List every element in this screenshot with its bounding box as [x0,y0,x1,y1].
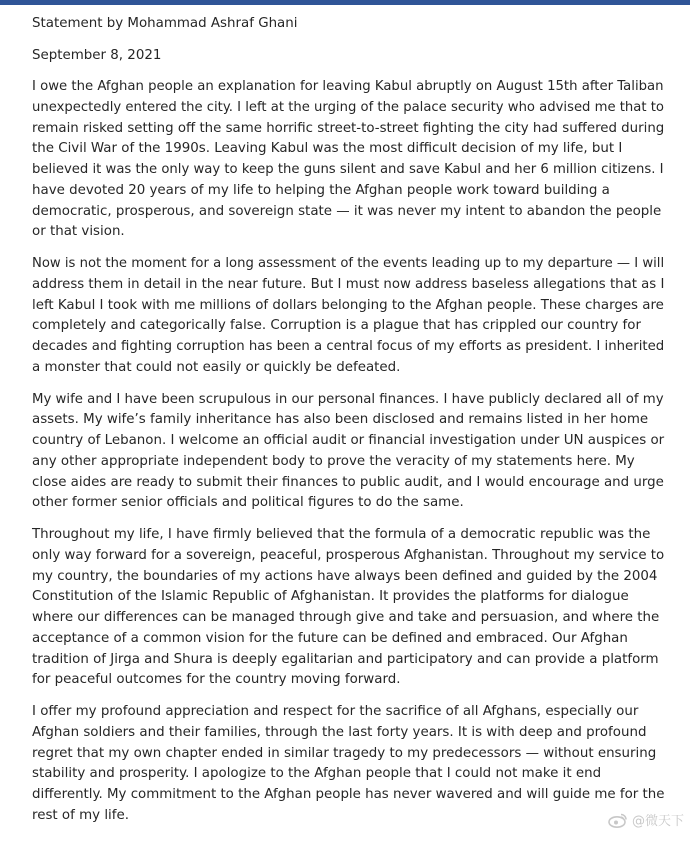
paragraph-line: left Kabul I took with me millions of dollars belonging to the Afghan people. These charges are [32,297,664,313]
paragraph [32,77,664,243]
top-border-bar [0,0,690,5]
paragraph-line: stability and prosperity. I apologize to the Afghan people that I could not make it end [32,766,602,782]
paragraph-line: tradition of Jirga and Shura is deeply egalitarian and participatory and can provide a platform [32,651,659,667]
paragraph-line: my country, the boundaries of my actions have always been defined and guided by the 2004 [32,568,658,584]
paragraph-line: completely and categorically false. Corruption is a plague that has crippled our country for [32,318,641,334]
paragraph-line: remain risked setting off the same horrific street-to-street fighting the city had suffered during [32,120,665,136]
paragraph-line: for peaceful outcomes for the country moving forward. [32,672,401,688]
paragraph-line: I owe the Afghan people an explanation for leaving Kabul abruptly on August 15th after Taliban [32,79,664,94]
paragraph-line: regret that my own chapter ended in similar tragedy to my predecessors — without ensuring [32,745,657,761]
paragraph-line: close aides are ready to submit their finances to public audit, and I would encourage and urge [32,474,664,490]
paragraph-line: unexpectedly entered the city. I left at the urging of the palace security who advised me that to [32,99,664,115]
paragraph-line: acceptance of a common vision for the future can be defined and embraced. Our Afghan [32,630,628,646]
paragraph-line: decades and fighting corruption has been a central focus of my efforts as president. I inherited [32,339,665,354]
paragraph-line: or that vision. [32,224,125,240]
weibo-logo-icon [608,812,628,828]
paragraph-line: address them in detail in the near future. But I must now address baseless allegations that as I [32,276,665,292]
watermark [608,810,684,829]
paragraph-line: rest of my life. [32,807,129,823]
document-title: Statement by Mohammad Ashraf Ghani [32,16,298,31]
document-body [32,77,664,827]
paragraph-line: any other appropriate independent body to prove the veracity of my statements here. My [32,453,635,469]
paragraph-line: differently. My commitment to the Afghan people has never wavered and will guide me for the [32,787,665,802]
paragraph-line: assets. My wife’s family inheritance has also been disclosed and remains listed in her home [32,412,649,428]
paragraph-line: country of Lebanon. I welcome an official audit or financial investigation under UN auspices or [32,433,665,448]
paragraph-line: believed it was the only way to keep the guns silent and save Kabul and her 6 million citizens. I [32,162,664,177]
document-date: September 8, 2021 [32,47,162,63]
paragraph-line: My wife and I have been scrupulous in our personal finances. I have publicly declared all of my [32,391,664,407]
paragraph [32,702,664,827]
paragraph-line: a monster that could not easily or quickly be defeated. [32,359,401,375]
paragraph-line: Constitution of the Islamic Republic of Afghanistan. It provides the platforms for dialogue [32,589,629,605]
paragraph [32,254,664,379]
paragraph [32,390,664,515]
statement-document [32,14,664,827]
paragraph-line: I offer my profound appreciation and respect for the sacrifice of all Afghans, especially our [32,704,639,719]
paragraph-line: other former senior officials and political figures to do the same. [32,495,464,511]
paragraph-line: have devoted 20 years of my life to helping the Afghan people work toward building a [32,182,610,198]
paragraph-line: where our differences can be managed through give and take and persuasion, and where the [32,610,660,625]
watermark-text: @微天下 [631,814,684,829]
paragraph [32,525,664,691]
paragraph-line: Throughout my life, I have firmly believed that the formula of a democratic republic was the [32,527,651,542]
paragraph-line: Now is not the moment for a long assessment of the events leading up to my departure — I will [32,256,665,271]
paragraph-line: Afghan soldiers and their families, through the last forty years. It is with deep and profound [32,724,647,740]
paragraph-line: the Civil War of the 1990s. Leaving Kabul was the most difficult decision of my life, but I [32,141,623,157]
paragraph-line: democratic, prosperous, and sovereign state — it was never my intent to abandon the people [32,203,662,219]
paragraph-line: only way forward for a sovereign, peaceful, prosperous Afghanistan. Throughout my service to [32,547,665,563]
